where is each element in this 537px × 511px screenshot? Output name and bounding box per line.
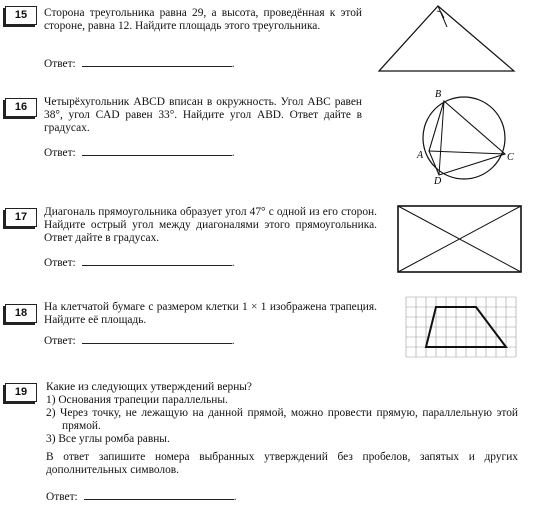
answer-label: Ответ: bbox=[44, 147, 76, 159]
answer-field-16[interactable] bbox=[82, 146, 232, 156]
problem-number-15: 15 bbox=[5, 6, 37, 25]
problem-text-18: На клетчатой бумаге с размером клетки 1 × 1 изображена трапеция. Найдите её площадь. bbox=[44, 301, 377, 326]
answer-label: Ответ: bbox=[44, 58, 76, 70]
answer-row-15 bbox=[44, 57, 235, 71]
answer-field-18[interactable] bbox=[82, 334, 232, 344]
problem-number-18: 18 bbox=[5, 304, 37, 323]
statement-2: 2) Через точку, не лежащую на данной прямой, можно провести прямую, параллельную этой прямой. bbox=[46, 407, 518, 432]
problem-number-17: 17 bbox=[5, 208, 37, 227]
answer-field-17[interactable] bbox=[82, 256, 232, 266]
problem-text-16: Четырёхугольник ABCD вписан в окружность. Угол ABC равен 38°, угол CAD равен 33°. Найдите угол ABD. Ответ дайте в градусах. bbox=[44, 96, 362, 134]
rectangle-figure bbox=[395, 203, 525, 278]
vertex-label-d: D bbox=[434, 176, 442, 187]
answer-end: . bbox=[231, 335, 235, 347]
vertex-label-a: A bbox=[417, 150, 424, 161]
statement-1: 1) Основания трапеции параллельны. bbox=[46, 394, 228, 406]
answer-field-15[interactable] bbox=[82, 57, 232, 67]
vertex-label-c: C bbox=[507, 152, 514, 163]
vertex-label-b: B bbox=[435, 89, 442, 100]
problem-text-19 bbox=[46, 381, 518, 446]
statement-3: 3) Все углы ромба равны. bbox=[46, 433, 170, 445]
answer-label: Ответ: bbox=[44, 335, 76, 347]
answer-row-17 bbox=[44, 256, 235, 270]
problem-text-17: Диагональ прямоугольника образует угол 47° с одной из его сторон. Найдите острый угол между диагоналями этого прямоугольника. Ответ дайте в градусах. bbox=[44, 206, 377, 244]
answer-end: . bbox=[233, 491, 237, 503]
problem-number-19: 19 bbox=[5, 383, 37, 402]
inscribed-quadrilateral-figure bbox=[414, 88, 524, 188]
problem-number-16: 16 bbox=[5, 98, 37, 117]
grid-trapezoid-figure bbox=[405, 296, 521, 358]
answer-label: Ответ: bbox=[46, 491, 78, 503]
answer-label: Ответ: bbox=[44, 257, 76, 269]
triangle-shape bbox=[379, 6, 514, 71]
answer-end: . bbox=[231, 58, 235, 70]
question: Какие из следующих утверждений верны? bbox=[46, 381, 252, 393]
answer-end: . bbox=[231, 257, 235, 269]
answer-instruction-19: В ответ запишите номера выбранных утверждений без пробелов, запятых и других дополнительных символов. bbox=[46, 451, 518, 476]
answer-end: . bbox=[231, 147, 235, 159]
answer-field-19[interactable] bbox=[84, 490, 234, 500]
triangle-figure bbox=[372, 2, 522, 74]
answer-row-16 bbox=[44, 146, 235, 160]
problem-text-15: Сторона треугольника равна 29, а высота, проведённая к этой стороне, равна 12. Найдите площадь этого треугольника. bbox=[44, 7, 362, 32]
answer-row-19 bbox=[46, 490, 237, 504]
answer-row-18 bbox=[44, 334, 235, 348]
